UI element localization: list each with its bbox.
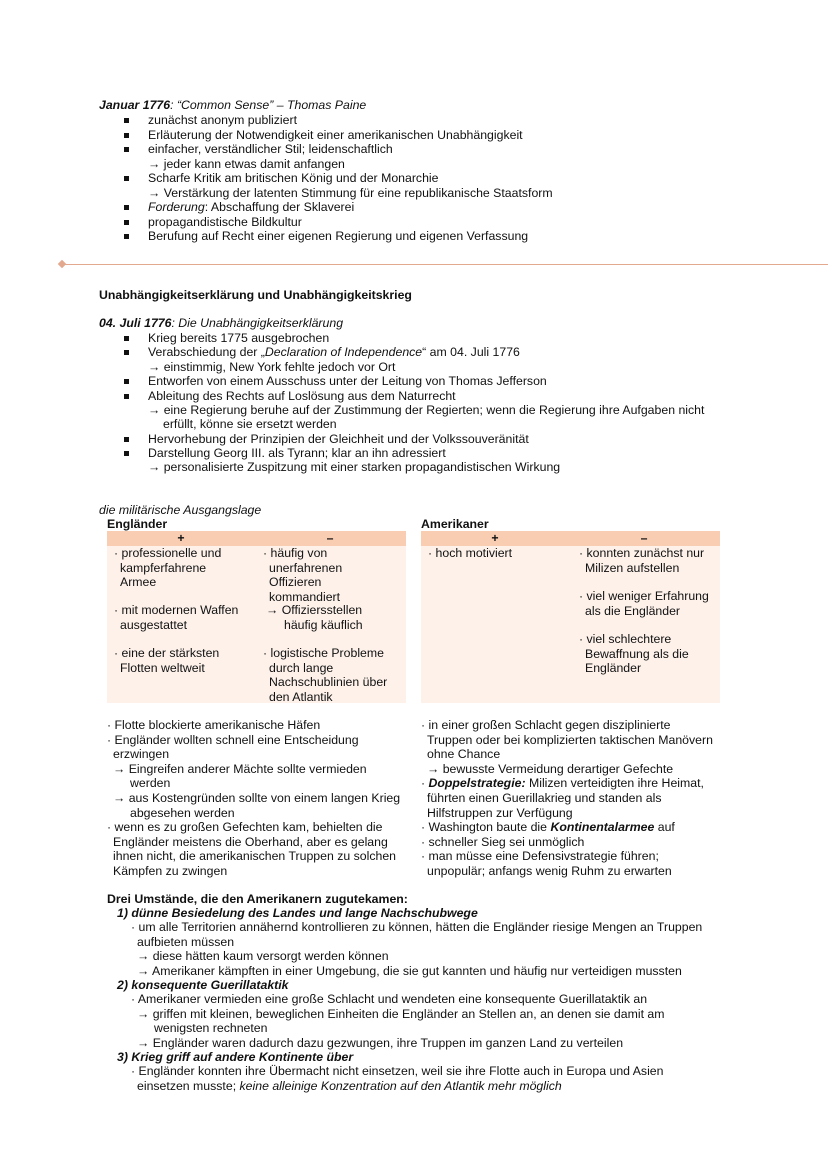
- english-con-3: [263, 646, 387, 704]
- cell-line: den Atlantik: [269, 689, 333, 704]
- note-line: ihnen nicht, die amerikanischen Truppen zu solchen: [113, 849, 397, 864]
- bullet-marker: [124, 350, 129, 355]
- note-line: → Eingreifen anderer Mächte sollte vermieden: [113, 761, 367, 776]
- cell-line: · professionelle und: [114, 546, 222, 560]
- american-con-3: [579, 632, 689, 676]
- cell-line: Engländer: [585, 661, 642, 676]
- list-item: zunächst anonym publiziert: [148, 113, 298, 127]
- text-part: Verabschiedung der „: [148, 345, 265, 359]
- minus-label: –: [640, 531, 648, 545]
- note-line: [421, 820, 713, 835]
- note-line: ohne Chance: [427, 747, 501, 762]
- bullet-marker: [124, 451, 129, 456]
- list-item: propagandistische Bildkultur: [148, 215, 302, 229]
- note-line: Truppen oder bei komplizierten taktischen Manövern: [427, 732, 713, 747]
- declaration-name: Declaration of Independence: [264, 345, 423, 359]
- list-subitem-continuation: erfüllt, könne sie ersetzt werden: [163, 417, 337, 431]
- american-table-body: [421, 546, 720, 703]
- note-line: · Engländer konnten ihre Übermacht nicht einsetzen, weil sie ihre Flotte auch in Europa und Asien: [131, 1064, 664, 1078]
- note-line: werden: [130, 776, 171, 791]
- english-con-2: [263, 603, 363, 632]
- bullet-marker: [124, 133, 129, 138]
- cell-line: · häufig von: [263, 546, 328, 560]
- list-subitem: → Verstärkung der latenten Stimmung für eine republikanische Staatsform: [148, 186, 553, 200]
- text-part: einsetzen musste;: [137, 1078, 240, 1093]
- cell-line: Flotten weltweit: [120, 660, 205, 675]
- circumstance-2-body: [131, 992, 665, 1050]
- note-line: [421, 776, 713, 791]
- text-part: · Washington baute die: [421, 820, 551, 835]
- circumstance-3-title: 3) Krieg griff auf andere Kontinente über: [117, 1050, 354, 1064]
- english-pro-3: [114, 646, 219, 675]
- section-heading: Unabhängigkeitserklärung und Unabhängigkeitskrieg: [99, 288, 412, 302]
- note-line: → griffen mit kleinen, beweglichen Einheiten die Engländer an Stellen an, an denen sie damit am: [137, 1006, 665, 1021]
- note-line: · um alle Territorien annähernd kontrollieren zu können, hätten die Engländer riesige Mengen an Truppen: [131, 920, 703, 934]
- american-notes: [421, 718, 713, 879]
- list-item: Hervorhebung der Prinzipien der Gleichheit und der Volkssouveränität: [148, 432, 529, 446]
- american-pro-1: [428, 546, 512, 561]
- note-line: Engländer meistens die Oberhand, aber es gelang: [113, 834, 388, 849]
- english-con-1: [263, 546, 342, 604]
- list-subitem: → jeder kann etwas damit anfangen: [148, 157, 345, 171]
- american-table-header: [421, 531, 720, 546]
- circumstance-1-body: [131, 920, 702, 978]
- note-line: · Engländer wollten schnell eine Entscheidung: [107, 732, 359, 747]
- note-line: · Amerikaner vermieden eine große Schlacht und wendeten eine konsequente Guerillataktik an: [131, 992, 648, 1006]
- cell-line: · viel schlechtere: [579, 632, 672, 646]
- declaration-date: 04. Juli 1776: [99, 316, 172, 330]
- list-subitem: → einstimmig, New York fehlte jedoch vor Ort: [148, 360, 396, 374]
- list-item: Krieg bereits 1775 ausgebrochen: [148, 331, 330, 345]
- cell-line: als die Engländer: [585, 603, 681, 618]
- cell-line: · viel weniger Erfahrung: [579, 589, 709, 603]
- english-table-header: [107, 531, 406, 546]
- note-line: · schneller Sieg sei unmöglich: [421, 834, 585, 849]
- note-line: · man müsse eine Defensivstrategie führen;: [421, 849, 659, 864]
- plus-label: +: [491, 531, 499, 545]
- paine-heading: [99, 98, 366, 113]
- circumstance-1-title: 1) dünne Besiedelung des Landes und lange Nachschubwege: [117, 906, 478, 920]
- note-line: abgesehen werden: [130, 805, 235, 820]
- bullet-marker: [124, 437, 129, 442]
- bullet-marker: [124, 234, 129, 239]
- cell-line: Milizen aufstellen: [585, 560, 680, 575]
- note-line: wenigsten rechneten: [154, 1021, 268, 1036]
- note-line: [131, 1079, 664, 1094]
- cell-line: Bewaffnung als die: [585, 646, 689, 661]
- note-line: Kämpfen zu zwingen: [113, 863, 228, 878]
- bullet-marker: [124, 394, 129, 399]
- text-part: Milizen verteidigten ihre Heimat,: [525, 776, 704, 791]
- section-divider: [62, 264, 828, 265]
- declaration-heading: [99, 316, 343, 331]
- list-item: einfacher, verständlicher Stil; leidenschaftlich: [148, 142, 393, 156]
- english-pro-1: [114, 546, 221, 590]
- cell-line: durch lange: [269, 660, 334, 675]
- paine-title: : “Common Sense” – Thomas Paine: [170, 98, 367, 112]
- cell-line: Armee: [120, 575, 157, 590]
- american-con-2: [579, 589, 709, 618]
- forderung-label: Forderung: [148, 200, 205, 214]
- cell-line: · mit modernen Waffen: [114, 603, 239, 617]
- bullet-marker: [124, 379, 129, 384]
- list-item: Scharfe Kritik am britischen König und der Monarchie: [148, 171, 439, 185]
- list-item: Berufung auf Recht einer eigenen Regierung und eigenen Verfassung: [148, 229, 529, 243]
- cell-line: · eine der stärksten: [114, 646, 220, 660]
- declaration-title: : Die Unabhängigkeitserklärung: [171, 316, 344, 330]
- text-part: ·: [421, 776, 429, 791]
- english-table-body: [107, 546, 406, 703]
- doppelstrategie-term: Doppelstrategie:: [428, 776, 526, 791]
- paine-date: Januar 1776: [99, 98, 171, 112]
- text-part: auf: [654, 820, 675, 835]
- american-label: Amerikaner: [421, 517, 489, 531]
- note-line: → Amerikaner kämpften in einer Umgebung, die sie gut kannten und häufig nur verteidigen mussten: [137, 963, 682, 978]
- cell-line: Offizieren: [269, 575, 322, 590]
- cell-line: · logistische Probleme: [263, 646, 384, 660]
- note-line: führten einen Guerillakrieg und standen als: [427, 790, 662, 805]
- text-part: “ am 04. Juli 1776: [422, 345, 520, 359]
- note-line: · wenn es zu großen Gefechten kam, behielten die: [107, 820, 383, 835]
- english-label: Engländer: [107, 517, 168, 531]
- circumstance-3-body: [131, 1064, 664, 1093]
- military-caption: die militärische Ausgangslage: [99, 503, 262, 517]
- bullet-marker: [124, 176, 129, 181]
- list-item: Ableitung des Rechts auf Loslösung aus dem Naturrecht: [148, 389, 456, 403]
- cell-line: häufig käuflich: [284, 617, 363, 632]
- divider-diamond-icon: [58, 260, 66, 268]
- circumstances-heading: Drei Umstände, die den Amerikanern zugutekamen:: [107, 892, 408, 906]
- note-line: → aus Kostengründen sollte von einem langen Krieg: [113, 790, 401, 805]
- cell-line: ausgestattet: [120, 617, 187, 632]
- cell-line: Nachschublinien über: [269, 675, 388, 690]
- list-item: [148, 200, 354, 215]
- kontinentalarmee-term: Kontinentalarmee: [550, 820, 655, 835]
- note-line: → Engländer waren dadurch dazu gezwungen, ihre Truppen im ganzen Land zu verteilen: [137, 1035, 624, 1050]
- note-line: Hilfstruppen zur Verfügung: [427, 805, 573, 820]
- list-item: Entworfen von einem Ausschuss unter der Leitung von Thomas Jefferson: [148, 374, 547, 388]
- list-item: [148, 345, 520, 360]
- emphasis-text: keine alleinige Konzentration auf den Atlantik mehr möglich: [239, 1078, 562, 1093]
- bullet-marker: [124, 205, 129, 210]
- forderung-text: : Abschaffung der Sklaverei: [204, 200, 355, 214]
- note-line: · in einer großen Schlacht gegen disziplinierte: [421, 718, 671, 732]
- cell-line: · hoch motiviert: [428, 546, 513, 560]
- list-item: Darstellung Georg III. als Tyrann; klar an ihn adressiert: [148, 446, 446, 460]
- list-item: Erläuterung der Notwendigkeit einer amerikanischen Unabhängigkeit: [148, 128, 523, 142]
- note-line: → diese hätten kaum versorgt werden können: [137, 949, 389, 964]
- cell-line: kampferfahrene: [120, 560, 207, 575]
- minus-label: –: [326, 531, 334, 545]
- note-line: erzwingen: [113, 747, 170, 762]
- note-line: · Flotte blockierte amerikanische Häfen: [107, 718, 321, 732]
- cell-line: unerfahrenen: [269, 560, 343, 575]
- bullet-marker: [124, 220, 129, 225]
- bullet-marker: [124, 147, 129, 152]
- bullet-marker: [124, 118, 129, 123]
- note-line: unpopulär; anfangs wenig Ruhm zu erwarten: [427, 863, 672, 878]
- list-subitem: → personalisierte Zuspitzung mit einer starken propagandistischen Wirkung: [148, 460, 561, 474]
- american-con-1: [579, 546, 704, 575]
- note-line: → bewusste Vermeidung derartiger Gefechte: [427, 761, 674, 776]
- english-pro-2: [114, 603, 238, 632]
- list-subitem: → eine Regierung beruhe auf der Zustimmung der Regierten; wenn die Regierung ihre Aufgaben nicht: [148, 403, 705, 417]
- cell-line: kommandiert: [269, 589, 341, 604]
- bullet-marker: [124, 336, 129, 341]
- cell-line: → Offiziersstellen: [266, 603, 363, 617]
- plus-label: +: [177, 531, 185, 545]
- cell-line: · konnten zunächst nur: [579, 546, 705, 560]
- note-line: aufbieten müssen: [137, 934, 235, 949]
- english-notes: [107, 718, 400, 879]
- circumstance-2-title: 2) konsequente Guerillataktik: [117, 978, 289, 992]
